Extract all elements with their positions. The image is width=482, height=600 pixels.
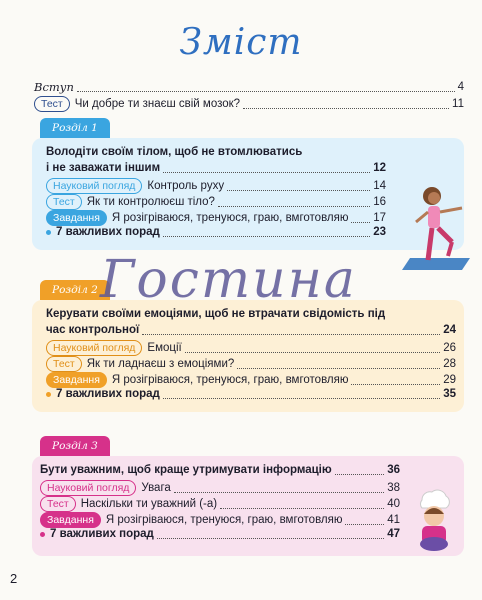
- section-3-chip: Розділ 3: [40, 436, 110, 456]
- leader-dots: [227, 181, 370, 191]
- intro-page: 4: [457, 81, 464, 93]
- page-title: Зміст: [179, 22, 303, 63]
- girl-exercising-illustration: [392, 178, 472, 278]
- toc-intro-test[interactable]: [34, 96, 464, 112]
- intro-test-page: 11: [452, 98, 464, 110]
- toc-intro[interactable]: [34, 80, 464, 94]
- page-number: 2: [10, 571, 18, 586]
- leader-dots: [335, 465, 385, 475]
- tag-test: Тест: [46, 356, 82, 372]
- leader-dots: [163, 227, 370, 237]
- section-2-heading-2[interactable]: час контрольної 24: [46, 324, 456, 336]
- leader-dots: [142, 325, 440, 335]
- leader-dots: [218, 197, 370, 207]
- leader-dots: [351, 375, 440, 385]
- watermark-logo: Гостина: [100, 250, 357, 310]
- tag-test: Тест: [40, 496, 76, 512]
- section-1-tips[interactable]: 7 важливих порад 23: [46, 226, 386, 238]
- leader-dots: [157, 529, 384, 539]
- section-2-heading-1[interactable]: Керувати своїми емоціями, щоб не втрачати свідомість під: [46, 308, 386, 320]
- tag-science: Науковий погляд: [40, 480, 136, 496]
- tag-task: Завдання: [40, 512, 101, 528]
- leader-dots: [237, 359, 440, 369]
- section-1-heading-1[interactable]: Володіти своїм тілом, щоб не втомлюватись: [46, 146, 303, 158]
- section-1-chip: Розділ 1: [40, 118, 110, 138]
- intro-label: Вступ: [34, 80, 74, 94]
- tag-test: Тест: [46, 194, 82, 210]
- leader-dots: [77, 82, 455, 92]
- bullet-icon: [46, 230, 51, 235]
- bullet-icon: [46, 392, 51, 397]
- tag-science: Науковий погляд: [46, 178, 142, 194]
- leader-dots: [345, 515, 384, 525]
- leader-dots: [243, 99, 449, 109]
- section-2-row-3[interactable]: Завдання Я розігріваюся, тренуюся, граю, вмготовляю 29: [46, 372, 456, 388]
- bullet-icon: [40, 532, 45, 537]
- section-2-tips[interactable]: 7 важливих порад 35: [46, 388, 456, 400]
- leader-dots: [351, 213, 370, 223]
- tag-task: Завдання: [46, 210, 107, 226]
- section-1-row-2[interactable]: Тест Як ти контролюєш тіло? 16: [46, 194, 386, 210]
- section-2-row-1[interactable]: Науковий погляд Емоції 26: [46, 340, 456, 356]
- girl-cooking-illustration: [404, 488, 464, 558]
- section-1-row-3[interactable]: Завдання Я розігріваюся, тренуюся, граю, вмготовляю 17: [46, 210, 386, 226]
- leader-dots: [220, 499, 384, 509]
- section-2-row-2[interactable]: Тест Як ти ладнаєш з емоціями? 28: [46, 356, 456, 372]
- section-1-heading-2[interactable]: і не заважати іншим 12: [46, 162, 386, 174]
- intro-test-label: Чи добре ти знаєш свій мозок?: [74, 98, 241, 110]
- leader-dots: [185, 343, 440, 353]
- section-2-chip: Розділ 2: [40, 280, 110, 300]
- section-1-row-1[interactable]: Науковий погляд Контроль руху 14: [46, 178, 386, 194]
- tag-science: Науковий погляд: [46, 340, 142, 356]
- tag-test: Тест: [34, 96, 70, 112]
- leader-dots: [163, 163, 370, 173]
- section-3-tips[interactable]: 7 важливих порад 47: [40, 528, 400, 540]
- leader-dots: [174, 483, 384, 493]
- tag-task: Завдання: [46, 372, 107, 388]
- leader-dots: [163, 389, 440, 399]
- section-3-row-2[interactable]: Тест Наскільки ти уважний (-а) 40: [40, 496, 400, 512]
- section-3-row-3[interactable]: Завдання Я розігріваюся, тренуюся, граю, вмготовляю 41: [40, 512, 400, 528]
- section-3-row-1[interactable]: Науковий погляд Увага 38: [40, 480, 400, 496]
- section-3-heading[interactable]: Бути уважним, щоб краще утримувати інформацію 36: [40, 464, 400, 476]
